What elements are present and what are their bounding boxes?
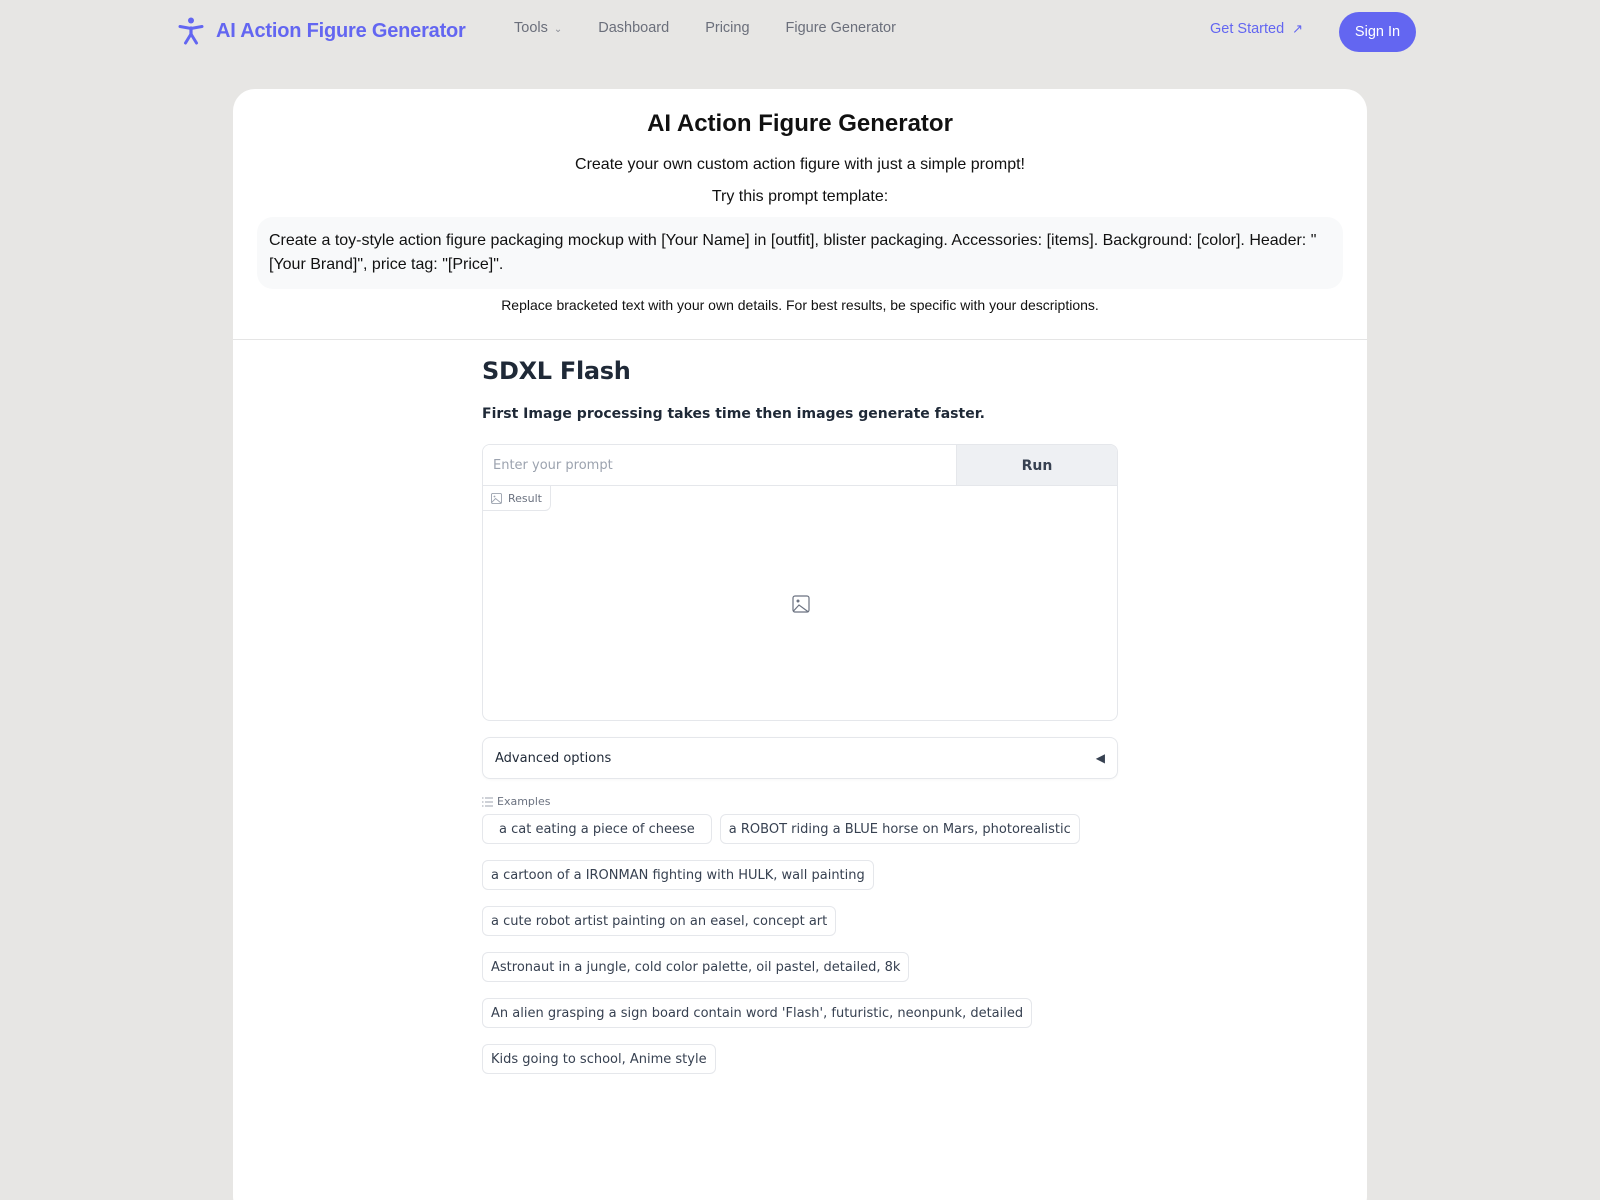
- nav-tools-label: Tools: [514, 20, 548, 36]
- brand-name: AI Action Figure Generator: [216, 19, 466, 42]
- section-divider: [233, 339, 1367, 340]
- app-title: SDXL Flash: [482, 357, 631, 385]
- page-subtitle: Create your own custom action figure with just a simple prompt!: [575, 156, 1025, 173]
- nav-dashboard-label: Dashboard: [598, 20, 670, 36]
- main-card: [233, 89, 1367, 1200]
- arrow-up-right-icon: ↗: [1292, 21, 1304, 36]
- example-button[interactable]: Kids going to school, Anime style: [482, 1044, 716, 1074]
- accessibility-figure-icon: [178, 17, 204, 45]
- prompt-template-box: Create a toy-style action figure packaging mockup with [Your Name] in [outfit], blister packaging. Accessories: [items]. Background: [color]. Header: "[Your Brand]", price tag: "[Price]".: [257, 217, 1343, 289]
- chevron-down-icon: ⌄: [553, 23, 563, 35]
- triangle-left-icon: ◀: [1095, 751, 1105, 765]
- nav-figure-generator-label: Figure Generator: [785, 20, 896, 36]
- examples-header: [482, 795, 550, 808]
- result-label: [482, 485, 551, 511]
- example-button[interactable]: a ROBOT riding a BLUE horse on Mars, photorealistic: [720, 814, 1080, 844]
- prompt-row: [482, 444, 1118, 486]
- list-icon: [482, 797, 493, 807]
- get-started-label: Get Started: [1210, 21, 1285, 37]
- examples-label: Examples: [497, 795, 551, 808]
- examples-list: [482, 814, 1122, 1074]
- main-nav: [514, 20, 932, 36]
- template-hint: Replace bracketed text with your own details. For best results, be specific with your descriptions.: [501, 297, 1099, 313]
- result-label-text: Result: [508, 491, 542, 505]
- result-image-panel: [482, 485, 1118, 721]
- sign-in-button[interactable]: Sign In: [1339, 12, 1416, 52]
- app-description: First Image processing takes time then images generate faster.: [482, 406, 985, 422]
- get-started-link[interactable]: [1210, 21, 1303, 37]
- run-button[interactable]: Run: [957, 445, 1117, 486]
- sdxl-flash-app: [482, 357, 1118, 1067]
- example-button[interactable]: a cartoon of a IRONMAN fighting with HULK, wall painting: [482, 860, 874, 890]
- image-placeholder-icon: [792, 595, 810, 613]
- example-button[interactable]: a cat eating a piece of cheese: [482, 814, 712, 844]
- page-title: AI Action Figure Generator: [647, 110, 953, 137]
- prompt-input[interactable]: [483, 445, 957, 486]
- nav-tools-dropdown[interactable]: [514, 20, 562, 36]
- example-button[interactable]: a cute robot artist painting on an easel, concept art: [482, 906, 836, 936]
- nav-pricing-label: Pricing: [705, 20, 750, 36]
- example-button[interactable]: Astronaut in a jungle, cold color palette, oil pastel, detailed, 8k: [482, 952, 909, 982]
- template-intro: Try this prompt template:: [711, 188, 889, 205]
- nav-dashboard[interactable]: [598, 20, 669, 36]
- example-button[interactable]: An alien grasping a sign board contain word 'Flash', futuristic, neonpunk, detailed: [482, 998, 1032, 1028]
- advanced-options-accordion[interactable]: [482, 737, 1118, 779]
- nav-pricing[interactable]: [705, 20, 749, 36]
- image-icon: [491, 493, 502, 504]
- brand-home-link[interactable]: [178, 16, 466, 46]
- top-navigation: [0, 0, 1600, 62]
- advanced-options-label: Advanced options: [495, 750, 612, 766]
- nav-figure-generator[interactable]: [786, 20, 896, 36]
